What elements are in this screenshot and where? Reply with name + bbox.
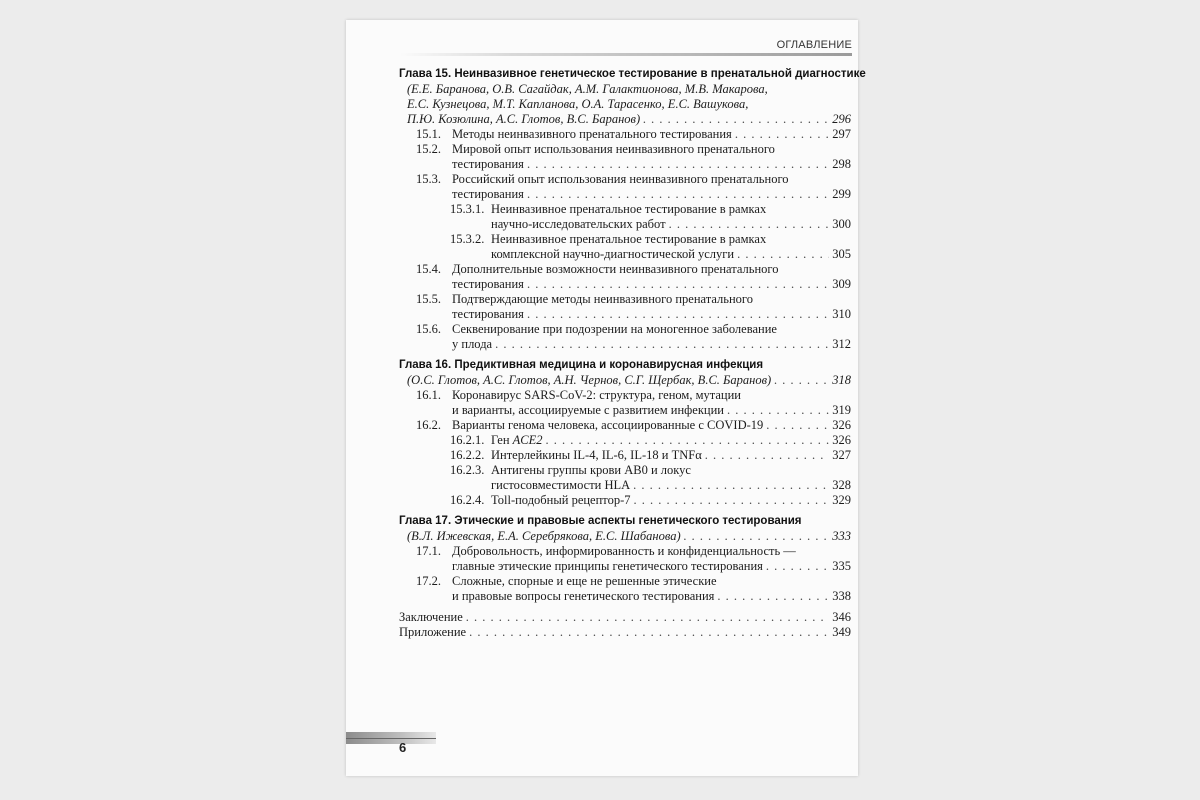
toc-entry-16-2-4[interactable]: 16.2.4. Toll-подобный рецептор-7 . . . 329 — [399, 493, 851, 508]
running-header — [400, 37, 852, 55]
toc-entry-17-1[interactable]: 17.1. Добровольность, информированность и конфиденциальность — главные этические принципы генетического тестирования . . . 335 — [399, 544, 851, 574]
chapter-17-page: 333 — [832, 529, 851, 543]
toc-entry-15-2[interactable]: 15.2. Мировой опыт использования неинвазивного пренатального тестирования . . . 298 — [399, 142, 851, 172]
toc-entry-conclusion[interactable]: Заключение . . . 346 — [399, 610, 851, 625]
toc-entry-17-2[interactable]: 17.2. Сложные, спорные и еще не решенные этические и правовые вопросы генетического тестирования . . . 338 — [399, 574, 851, 604]
toc-entry-15-3-2[interactable]: 15.3.2. Неинвазивное пренатальное тестирование в рамках комплексной научно-диагностической услуги . . . 305 — [399, 232, 851, 262]
chapter-16-authors: (О.С. Глотов, А.С. Глотов, А.Н. Чернов, С.Г. Щербак, В.С. Баранов) . . . 318 — [399, 373, 851, 388]
footer-rule — [346, 738, 436, 739]
toc-entry-16-2[interactable]: 16.2. Варианты генома человека, ассоциированные с COVID-19 . . . 326 — [399, 418, 851, 433]
chapter-17-title: Глава 17. Этические и правовые аспекты генетического тестирования — [399, 515, 802, 527]
toc-entry-15-4[interactable]: 15.4. Дополнительные возможности неинвазивного пренатального тестирования . . . 309 — [399, 262, 851, 292]
toc-entry-15-3-1[interactable]: 15.3.1. Неинвазивное пренатальное тестирование в рамках научно-исследовательских работ . . . 300 — [399, 202, 851, 232]
chapter-16-page: 318 — [832, 373, 851, 387]
running-header-title: ОГЛАВЛЕНИЕ — [776, 39, 852, 51]
toc-entry-15-3[interactable]: 15.3. Российский опыт использования неинвазивного пренатального тестирования . . . 299 — [399, 172, 851, 202]
chapter-15-page: 296 — [832, 112, 851, 126]
toc-entry-appendix[interactable]: Приложение . . . 349 — [399, 625, 851, 640]
page-number: 6 — [399, 740, 407, 755]
toc-entry-15-1[interactable]: 15.1. Методы неинвазивного пренатального тестирования . . . 297 — [399, 127, 851, 142]
toc-entry-15-5[interactable]: 15.5. Подтверждающие методы неинвазивного пренатального тестирования . . . 310 — [399, 292, 851, 322]
toc-entry-16-2-1[interactable]: 16.2.1. Ген ACE2 . . . 326 — [399, 433, 851, 448]
chapter-15-authors: (Е.Е. Баранова, О.В. Сагайдак, А.М. Галактионова, М.В. Макарова, Е.С. Кузнецова, М.Т. Капланова, О.А. Тарасенко, Е.С. Вашукова, П.Ю. Козюлина, А.С. Глотов, В.С. Баранов) . . . 296 — [399, 82, 851, 127]
chapter-16-title: Глава 16. Предиктивная медицина и коронавирусная инфекция — [399, 359, 764, 371]
toc-entry-16-2-2[interactable]: 16.2.2. Интерлейкины IL-4, IL-6, IL-18 и TNFα . . . 327 — [399, 448, 851, 463]
toc-entry-16-1[interactable]: 16.1. Коронавирус SARS-CoV-2: структура, геном, мутации и варианты, ассоциируемые с развитием инфекции . . . 319 — [399, 388, 851, 418]
table-of-contents — [399, 67, 866, 640]
chapter-17-authors: (В.Л. Ижевская, Е.А. Серебрякова, Е.С. Шабанова) . . . 333 — [399, 529, 851, 544]
toc-entry-16-2-3[interactable]: 16.2.3. Антигены группы крови AB0 и локус гистосовместимости HLA . . . 328 — [399, 463, 851, 493]
chapter-15-title: Глава 15. Неинвазивное генетическое тестирование в пренатальной диагностике — [399, 68, 866, 80]
toc-entry-15-6[interactable]: 15.6. Секвенирование при подозрении на моногенное заболевание у плода . . . 312 — [399, 322, 851, 352]
header-rule — [400, 53, 852, 56]
